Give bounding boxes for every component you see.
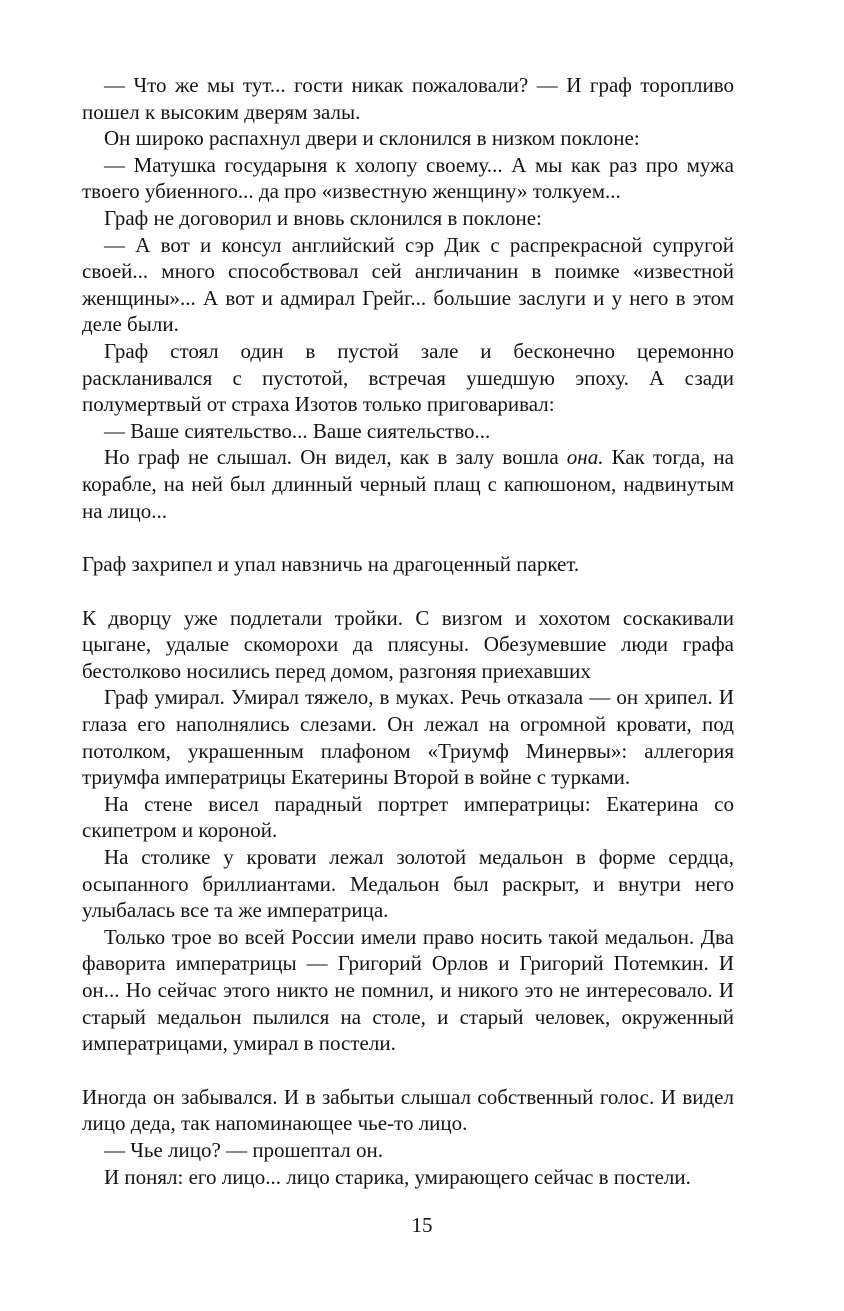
- paragraph-8: [82, 444, 734, 524]
- paragraph-2: Он широко распахнул двери и склонился в низком поклоне:: [104, 126, 640, 151]
- paragraph-7: — Ваше сиятельство... Ваше сиятельство...: [104, 418, 491, 443]
- paragraph-6: Граф стоял один в пустой зале и бесконечно церемонно раскланивался с пустотой, встречая ушедшую эпоху. А сзади полумертвый от страха Изотов только приговаривал:: [82, 338, 734, 417]
- paragraph-4: Граф не договорил и вновь склонился в поклоне:: [104, 205, 542, 230]
- paragraph-14: Только трое во всей России имели право носить такой медальон. Два фаворита императрицы — Григорий Орлов и Григорий Потемкин. И он... Но сейчас этого никто не помнил, и никого это не интересовало. И старый медальон пылился на столе, и старый человек, окруженный императрицами, умирал в постели.: [82, 924, 734, 1056]
- section-break: [82, 524, 734, 551]
- paragraph-17: И понял: его лицо... лицо старика, умирающего сейчас в постели.: [104, 1164, 691, 1189]
- paragraph-8-text-before: Но граф не слышал. Он видел, как в залу вошла: [104, 445, 567, 470]
- paragraph-10: К дворцу уже подлетали тройки. С визгом и хохотом соскакивали цыгане, удалые скоморохи да плясуны. Обезумевшие люди графа бестолково носились перед домом, разгоняя приехавших: [82, 605, 734, 683]
- paragraph-11: Граф умирал. Умирал тяжело, в муках. Речь отказала — он хрипел. И глаза его наполнялись слезами. Он лежал на огромной кровати, под потолком, украшенным плафоном «Триумф Минервы»: аллегория триумфа императрицы Екатерины Второй в войне с турками.: [82, 685, 734, 790]
- paragraph-3: — Матушка государыня к холопу своему... А мы как раз про мужа твоего убиенного... да про «известную женщину» толкуем...: [82, 152, 734, 204]
- paragraph-13: На столике у кровати лежал золотой медальон в форме сердца, осыпанного бриллиантами. Медальон был раскрыт, и внутри него улыбалась все та же императрица.: [82, 845, 734, 923]
- paragraph-12: На стене висел парадный портрет императрицы: Екатерина со скипетром и короной.: [82, 791, 734, 843]
- paragraph-5: — А вот и консул английский сэр Дик с распрекрасной супругой своей... много способствовал сей англичанин в поимке «известной женщины»... А вот и адмирал Грейг... большие заслуги и у него в этом деле были.: [82, 232, 734, 337]
- section-break: [82, 1057, 734, 1084]
- paragraph-16: — Чье лицо? — прошептал он.: [104, 1137, 383, 1162]
- paragraph-1: — Что же мы тут... гости никак пожаловали? — И граф торопливо пошел к высоким дверям залы.: [82, 73, 734, 124]
- section-break: [82, 578, 734, 605]
- page-number: 15: [411, 1213, 433, 1237]
- page-body: [82, 72, 734, 1190]
- paragraph-15: Иногда он забывался. И в забытьи слышал собственный голос. И видел лицо деда, так напоминающее чье-то лицо.: [82, 1084, 734, 1136]
- paragraph-8-emphasis: она.: [566, 445, 604, 470]
- paragraph-9: Граф захрипел и упал навзничь на драгоценный паркет.: [82, 552, 580, 577]
- paragraph-8-text-after: Как тогда, на корабле, на ней был длинный черный плащ с капюшоном, надвинутым на лицо...: [82, 445, 734, 523]
